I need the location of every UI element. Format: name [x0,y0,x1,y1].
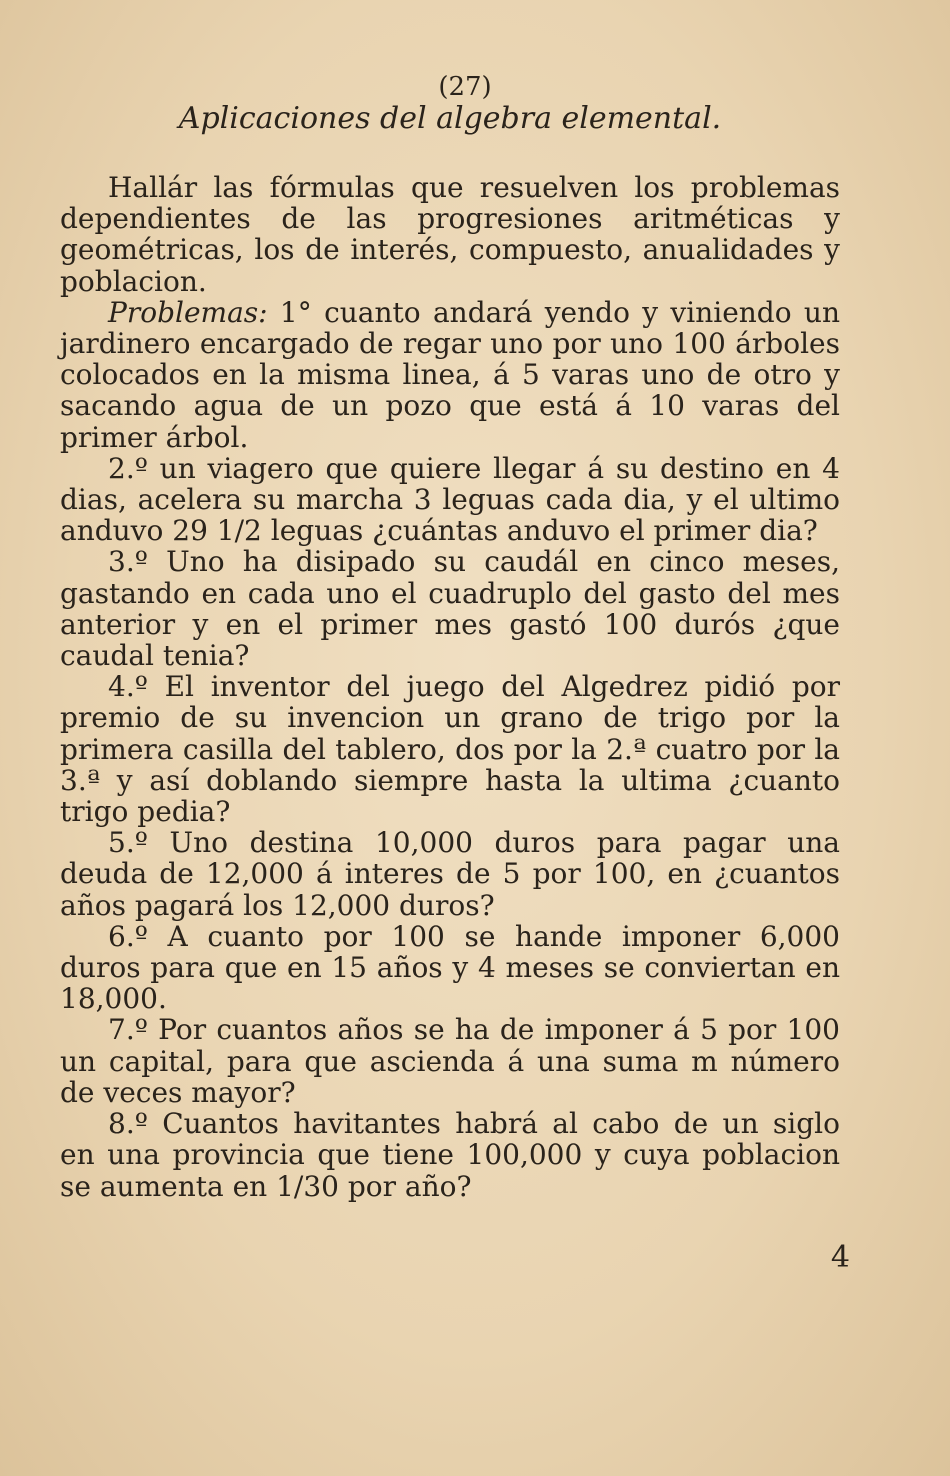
problem-2: 2.º un viagero que quiere llegar á su destino en 4 dias, acelera su marcha 3 leguas cada dia, y el ultimo anduvo 29 1/2 leguas ¿cuántas anduvo el primer dia? [60,451,840,548]
intro-paragraph: Hallár las fórmulas que resuelven los problemas dependientes de las progresiones aritméticas y geométricas, los de interés, compuesto, anualidades y poblacion. [60,171,840,298]
page-text [60,72,840,1202]
problem-4: 4.º El inventor del juego del Algedrez pidió por premio de su invencion un grano de trigo por la primera casilla del tablero, dos por la 2.ª cuatro por la 3.ª y así doblando siempre hasta la ultima ¿cuanto trigo pedia? [60,670,840,829]
problem-7: 7.º Por cuantos años se ha de imponer á 5 por 100 un capital, para que ascienda á una suma m número de veces mayor? [60,1013,840,1109]
problem-1-text: 1° cuanto andará yendo y viniendo un jardinero encargado de regar uno por uno 100 árboles colocados en la misma linea, á 5 varas uno de otro y sacando agua de un pozo que está á 10 varas del primer árbol. [60,295,840,454]
problems-label: Problemas: [108,295,268,329]
problem-6: 6.º A cuanto por 100 se hande imponer 6,000 duros para que en 15 años y 4 meses se conviertan en 18,000. [60,919,840,1016]
page-heading: Aplicaciones del algebra elemental. [178,101,722,136]
signature-mark: 4 [830,1240,850,1275]
problem-8: 8.º Cuantos havitantes habrá al cabo de un siglo en una provincia que tiene 100,000 y cuya poblacion se aumenta en 1/30 por año? [60,1107,840,1203]
problem-1 [60,297,840,453]
problem-5: 5.º Uno destina 10,000 duros para pagar una deuda de 12,000 á interes de 5 por 100, en ¿cuantos años pagará los 12,000 duros? [60,826,840,922]
problem-3: 3.º Uno ha disipado su caudál en cinco meses, gastando en cada uno el cuadruplo del gasto del mes anterior y en el primer mes gastó 100 durós ¿que caudal tenia? [60,545,840,673]
page-number: (27) [438,72,492,102]
